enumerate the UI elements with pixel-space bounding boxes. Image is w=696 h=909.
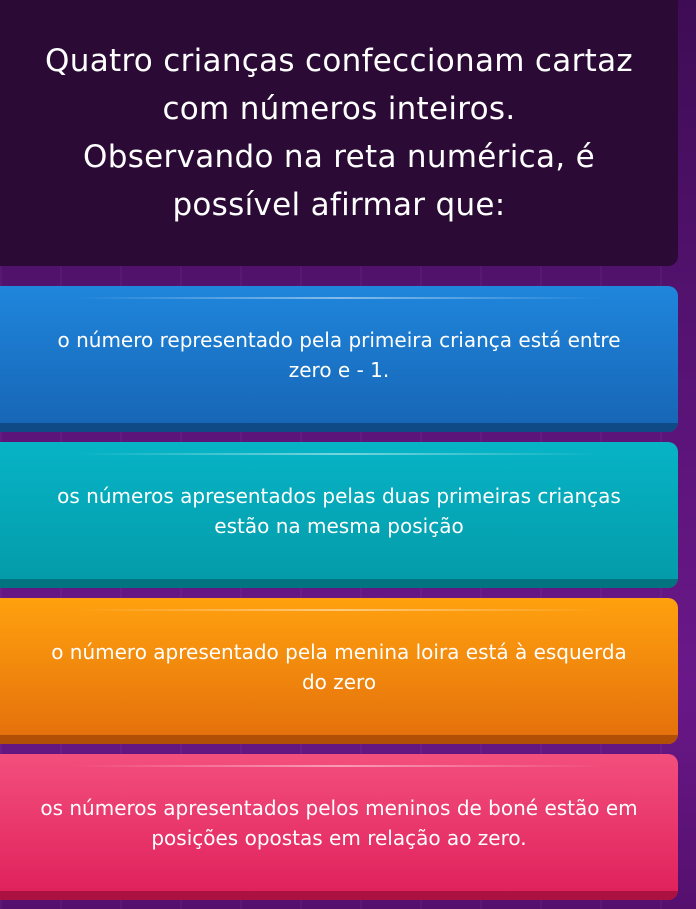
answer-option-1[interactable] [0, 286, 678, 432]
question-line: com números inteiros. [162, 91, 516, 127]
answer-line: do zero [301, 670, 377, 694]
option-highlight [75, 297, 603, 299]
option-bottom-edge [0, 891, 678, 900]
answer-option-2[interactable] [0, 442, 678, 588]
answer-option-3[interactable] [0, 598, 678, 744]
question-text [45, 37, 633, 229]
answer-line: os números apresentados pelas duas primeiras crianças [57, 484, 621, 508]
question-card [0, 0, 678, 266]
answer-option-text [57, 481, 621, 541]
option-highlight [75, 609, 603, 611]
question-line: Quatro crianças confeccionam cartaz [45, 43, 633, 79]
answer-line: posições opostas em relação ao zero. [151, 826, 527, 850]
answer-line: o número representado pela primeira criança está entre [57, 328, 621, 352]
answer-line: o número apresentado pela menina loira está à esquerda [51, 640, 627, 664]
question-line: possível afirmar que: [172, 187, 506, 223]
answer-option-4[interactable] [0, 754, 678, 900]
answer-line: estão na mesma posição [214, 514, 464, 538]
answer-line: zero e - 1. [288, 358, 390, 382]
answer-line: os números apresentados pelos meninos de boné estão em [40, 796, 638, 820]
option-bottom-edge [0, 735, 678, 744]
option-bottom-edge [0, 423, 678, 432]
option-highlight [75, 453, 603, 455]
option-highlight [75, 765, 603, 767]
answer-option-text [40, 793, 637, 853]
answer-option-text [51, 637, 627, 697]
answer-option-text [58, 325, 621, 385]
question-line: Observando na reta numérica, é [83, 139, 595, 175]
option-bottom-edge [0, 579, 678, 588]
